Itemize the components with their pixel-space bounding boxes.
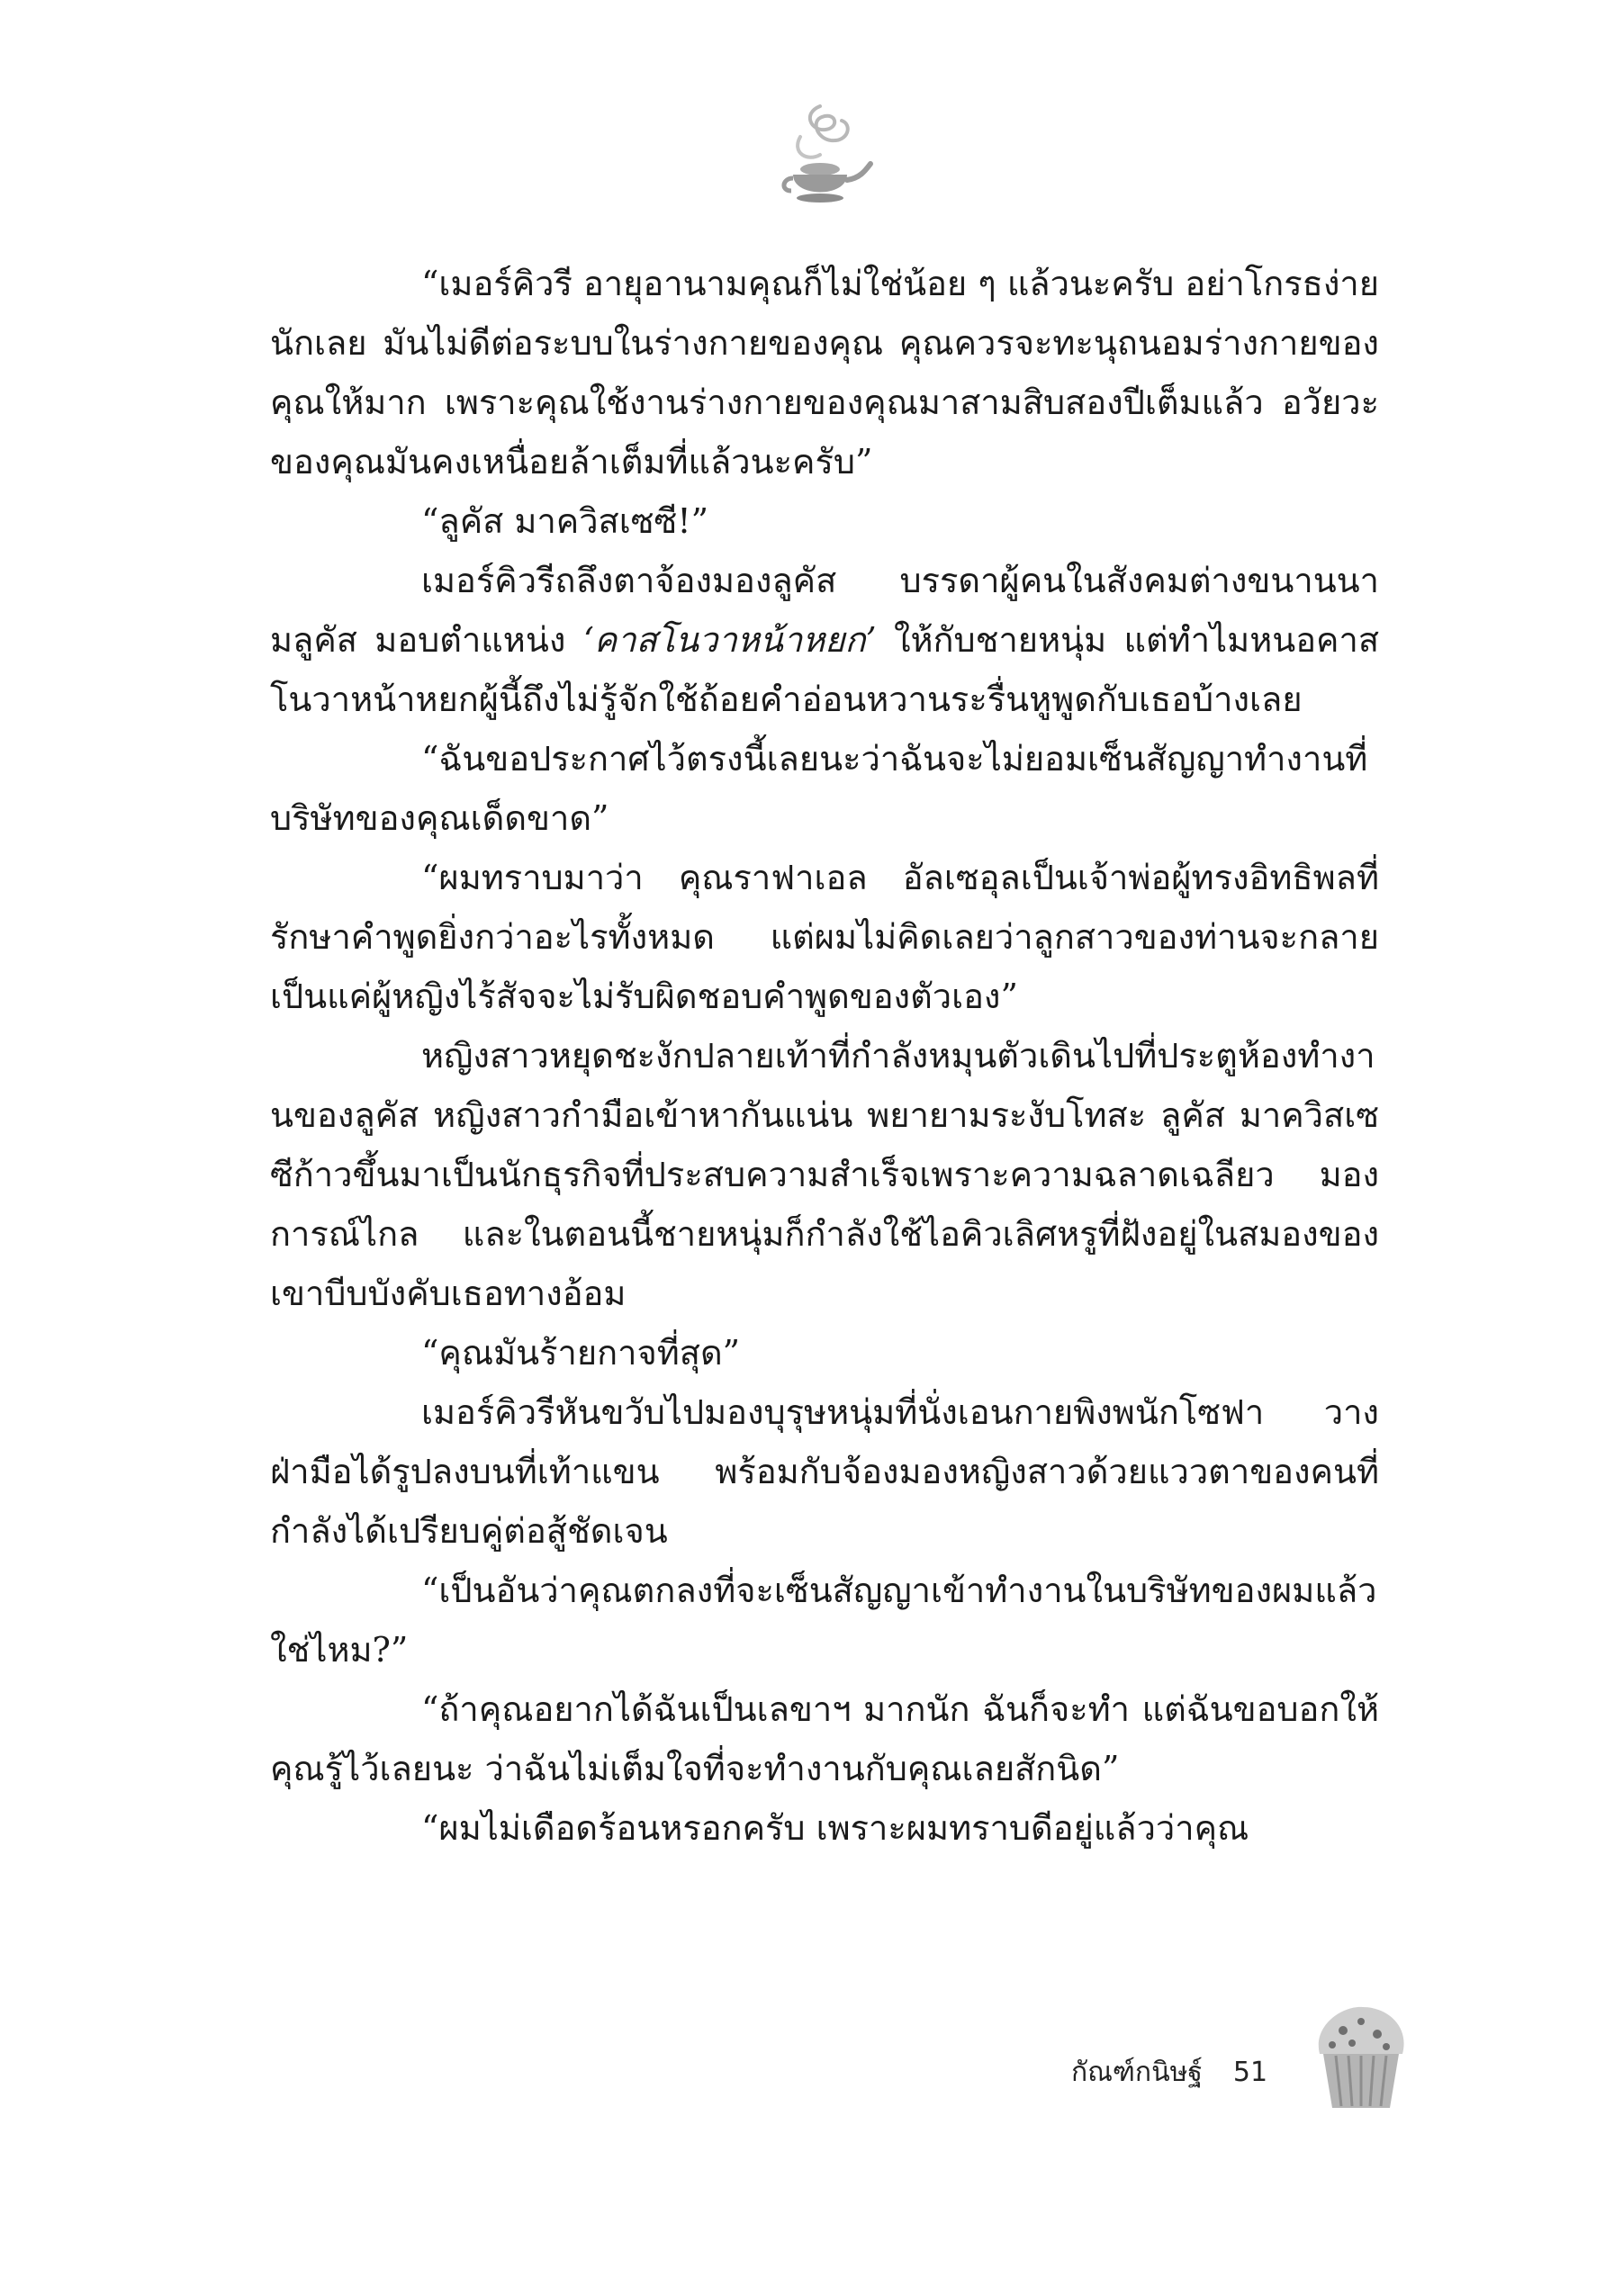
story-text xyxy=(270,254,1379,1858)
page-number: 51 xyxy=(1232,2056,1268,2088)
paragraph: “คุณมันร้ายกาจที่สุด” xyxy=(421,1333,741,1373)
paragraph: “ฉันขอประกาศไว้ตรงนี้เลยนะว่าฉันจะไม่ยอมเซ็นสัญญาทำงานที่บริษัทของคุณเด็ดขาด” xyxy=(270,739,1368,838)
paragraph: “เมอร์คิวรี อายุอานามคุณก็ไม่ใช่น้อย ๆ แล้วนะครับ อย่าโกรธง่ายนักเลย มันไม่ดีต่อระบบในร่างกายของคุณ คุณควรจะทะนุถนอมร่างกายของคุณให้มาก เพราะคุณใช้งานร่างกายของคุณมาสามสิบสองปีเต็มแล้ว อวัยวะของคุณมันคงเหนื่อยล้าเต็มที่แล้วนะครับ” xyxy=(270,264,1379,482)
paragraph-text: ให้กับชายหนุ่ม แต่ทำไมหนอคาสโนวาหน้าหยกผู้นี้ถึงไม่รู้จักใช้ถ้อยคำอ่อนหวานระรื่นหูพูดกับเธอบ้างเลย xyxy=(270,620,1380,719)
teapot-genie-icon xyxy=(766,101,874,227)
paragraph: “เป็นอันว่าคุณตกลงที่จะเซ็นสัญญาเข้าทำงานในบริษัทของผมแล้วใช่ไหม?” xyxy=(270,1571,1377,1670)
paragraph-text: เมอร์คิวรีถลึงตาจ้องมองลูคัส บรรดาผู้คนในสังคมต่างขนานนามลูคัส มอบตำแหน่ง xyxy=(270,561,1379,660)
paragraph: “ลูคัส มาควิสเซซี!” xyxy=(421,501,709,541)
muffin-icon xyxy=(1307,1998,1415,2115)
paragraph: “ผมทราบมาว่า คุณราฟาเอล อัลเซอุลเป็นเจ้าพ่อผู้ทรงอิทธิพลที่รักษาคำพูดยิ่งกว่าอะไรทั้งหมด แต่ผมไม่คิดเลยว่าลูกสาวของท่านจะกลายเป็นแค่ผู้หญิงไร้สัจจะไม่รับผิดชอบคำพูดของตัวเอง” xyxy=(270,858,1379,1016)
paragraph: หญิงสาวหยุดชะงักปลายเท้าที่กำลังหมุนตัวเดินไปที่ประตูห้องทำงานของลูคัส หญิงสาวกำมือเข้าหากันแน่น พยายามระงับโทสะ ลูคัส มาควิสเซซีก้าวขึ้นมาเป็นนักธุรกิจที่ประสบความสำเร็จเพราะความฉลาดเฉลียว มองการณ์ไกล และในตอนนี้ชายหนุ่มก็กำลังใช้ไอคิวเลิศหรูที่ฝังอยู่ในสมองของเขาบีบบังคับเธอทางอ้อม xyxy=(270,1036,1379,1313)
paragraph: เมอร์คิวรีหันขวับไปมองบุรุษหนุ่มที่นั่งเอนกายพิงพนักโซฟา วางฝ่ามือได้รูปลงบนที่เท้าแขน พร้อมกับจ้องมองหญิงสาวด้วยแววตาของคนที่กำลังได้เปรียบคู่ต่อสู้ชัดเจน xyxy=(270,1392,1379,1551)
author-name: กัณฑ์กนิษฐ์ xyxy=(1071,2056,1203,2088)
paragraph: “ผมไม่เดือดร้อนหรอกครับ เพราะผมทราบดีอยู่แล้วว่าคุณ xyxy=(421,1808,1249,1848)
paragraph: “ถ้าคุณอยากได้ฉันเป็นเลขาฯ มากนัก ฉันก็จะทำ แต่ฉันขอบอกให้คุณรู้ไว้เลยนะ ว่าฉันไม่เต็มใจที่จะทำงานกับคุณเลยสักนิด” xyxy=(270,1689,1379,1788)
paragraph xyxy=(270,551,1379,729)
nickname-italic: ‘คาสโนวาหน้าหยก’ xyxy=(582,620,877,660)
page-footer xyxy=(1071,2036,1267,2108)
